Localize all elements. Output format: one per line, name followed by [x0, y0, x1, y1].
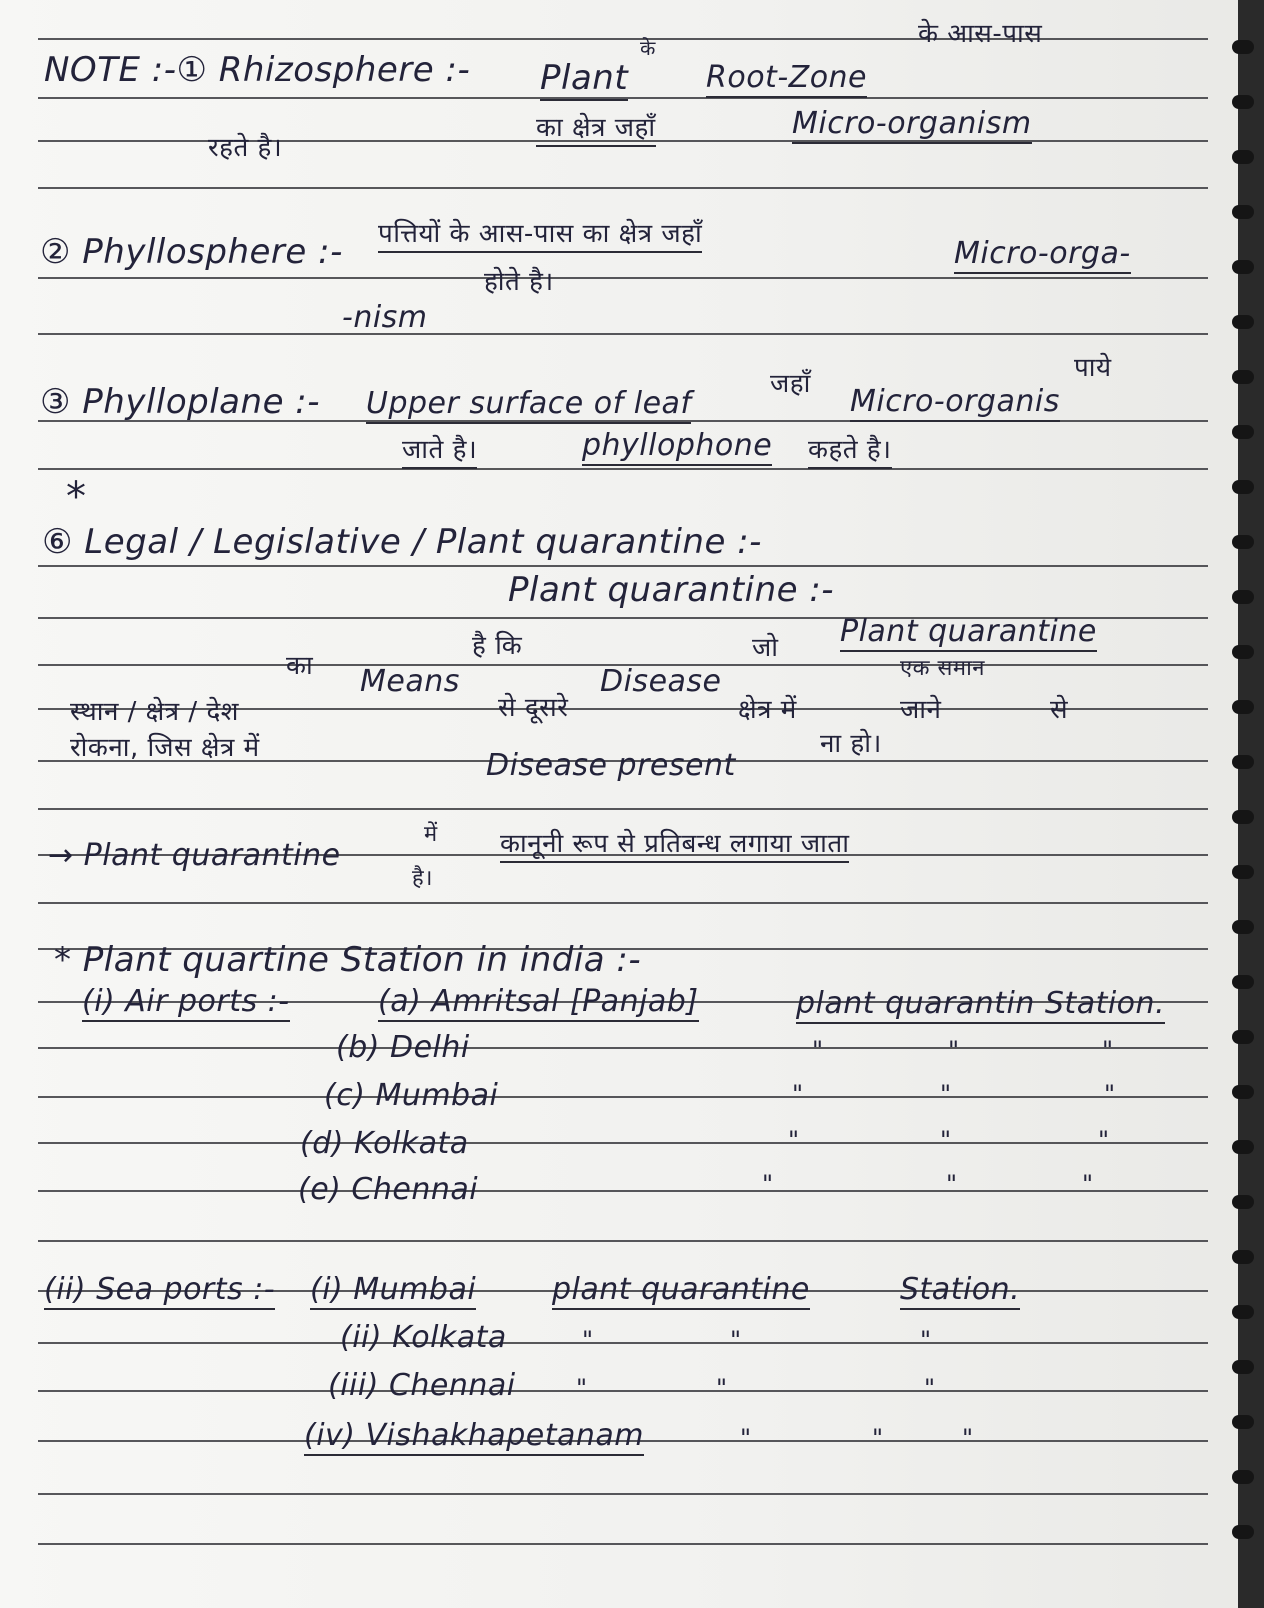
binding-hole — [1232, 920, 1254, 934]
sea-port-mumbai: (i) Mumbai — [310, 1272, 476, 1310]
binding-hole — [1232, 425, 1254, 439]
ditto-mark: " — [1082, 1170, 1094, 1198]
sea-port-chennai: (iii) Chennai — [328, 1368, 516, 1403]
ditto-mark: " — [924, 1374, 936, 1402]
rhizosphere-root-zone: Root-Zone — [706, 60, 867, 98]
phyllosphere-nism: -nism — [342, 300, 428, 335]
binding-hole — [1232, 95, 1254, 109]
ruled-line — [38, 1493, 1208, 1495]
binding-hole — [1232, 1470, 1254, 1484]
ruled-line — [38, 565, 1208, 567]
ditto-mark: " — [948, 1036, 960, 1064]
binding-hole — [1232, 590, 1254, 604]
ditto-mark: " — [788, 1126, 800, 1154]
ruled-line — [38, 808, 1208, 810]
rhizosphere-corner-note: के आस-पास — [918, 19, 1043, 49]
pq-legal-mein: में — [424, 822, 438, 847]
pq-ka: का — [286, 651, 314, 681]
ditto-mark: " — [582, 1326, 594, 1354]
binding-hole — [1232, 40, 1254, 54]
pq-means: Means — [360, 664, 460, 699]
ditto-mark: " — [872, 1424, 884, 1452]
phylloplane-kahte-hai: कहते है। — [808, 430, 892, 469]
phylloplane-upper-surface: Upper surface of leaf — [366, 386, 691, 424]
pq-legal-hai: है। — [412, 866, 434, 891]
sea-ports-label: (ii) Sea ports :- — [44, 1272, 275, 1310]
pq-sthan-kshetra-desh: स्थान / क्षेत्र / देश — [70, 697, 239, 727]
air-port-chennai: (e) Chennai — [298, 1172, 479, 1207]
binding-hole — [1232, 1250, 1254, 1264]
rhizosphere-micro-organism: Micro-organism — [792, 106, 1032, 144]
binding-hole — [1232, 1415, 1254, 1429]
ditto-mark: " — [762, 1170, 774, 1198]
pq-hai-ki: है कि — [472, 631, 523, 661]
ditto-mark: " — [792, 1080, 804, 1108]
section-star-marker: * — [66, 474, 87, 520]
sea-station: Station. — [900, 1272, 1020, 1310]
pq-se-dusre: से दूसरे — [498, 693, 569, 723]
binding-hole — [1232, 1140, 1254, 1154]
binding-hole — [1232, 645, 1254, 659]
pq-na-ho: ना हो। — [820, 729, 882, 759]
phylloplane-jate-hai: जाते है। — [402, 430, 477, 469]
sea-plant-quarantine: plant quarantine — [552, 1272, 810, 1310]
binding-hole — [1232, 1305, 1254, 1319]
sea-port-vishakhapatnam: (iv) Vishakhapetanam — [304, 1418, 644, 1456]
binding-hole — [1232, 700, 1254, 714]
ruled-line — [38, 902, 1208, 904]
ditto-mark: " — [940, 1080, 952, 1108]
legal-quarantine-heading: ⑥ Legal / Legislative / Plant quarantine :- — [42, 522, 762, 562]
phyllosphere-micro: Micro-orga- — [954, 236, 1131, 274]
air-port-kolkata: (d) Kolkata — [300, 1126, 469, 1161]
rhizosphere-rahte-hai: रहते है। — [208, 133, 283, 163]
rhizosphere-plant: Plant — [540, 58, 628, 101]
ditto-mark: " — [920, 1326, 932, 1354]
ditto-mark: " — [1102, 1036, 1114, 1064]
ditto-mark: " — [812, 1036, 824, 1064]
air-ports-label: (i) Air ports :- — [82, 984, 290, 1022]
ditto-mark: " — [946, 1170, 958, 1198]
sea-port-kolkata: (ii) Kolkata — [340, 1320, 507, 1355]
ruled-line — [38, 1342, 1208, 1344]
binding-hole — [1232, 1360, 1254, 1374]
ditto-mark: " — [940, 1126, 952, 1154]
binding-hole — [1232, 260, 1254, 274]
pq-ek-saman: एक समान — [900, 656, 985, 681]
pq-disease-present: Disease present — [486, 748, 736, 783]
pq-rokna: रोकना, जिस क्षेत्र में — [70, 733, 260, 763]
phylloplane-jahan: जहाँ — [770, 369, 811, 399]
binding-hole — [1232, 1085, 1254, 1099]
pq-legal-arrow-line: → Plant quarantine — [48, 838, 341, 873]
phylloplane-phyllophone: phyllophone — [582, 428, 772, 466]
phylloplane-micro: Micro-organis — [850, 384, 1060, 422]
air-port-amritsar: (a) Amritsal [Panjab] — [378, 984, 699, 1022]
binding-hole — [1232, 1030, 1254, 1044]
ruled-line — [38, 1390, 1208, 1392]
ditto-mark: " — [576, 1374, 588, 1402]
phylloplane-paye: पाये — [1074, 353, 1112, 383]
pq-se: से — [1050, 695, 1069, 725]
ruled-line — [38, 187, 1208, 189]
binding-hole — [1232, 755, 1254, 769]
phylloplane-heading: ③ Phylloplane :- — [40, 382, 321, 422]
ruled-line — [38, 468, 1208, 470]
binding-hole — [1232, 1525, 1254, 1539]
binding-hole — [1232, 205, 1254, 219]
binding-hole — [1232, 535, 1254, 549]
ditto-mark: " — [716, 1374, 728, 1402]
air-plant-quarantine-station: plant quarantin Station. — [796, 986, 1165, 1024]
pq-jo: जो — [752, 633, 779, 663]
binding-hole — [1232, 370, 1254, 384]
ruled-line — [38, 1096, 1208, 1098]
rhizosphere-heading: NOTE :-① Rhizosphere :- — [44, 50, 471, 90]
ditto-mark: " — [1104, 1080, 1116, 1108]
stations-heading: * Plant quartine Station in india :- — [54, 940, 642, 980]
binding-hole — [1232, 810, 1254, 824]
air-port-mumbai: (c) Mumbai — [324, 1078, 499, 1113]
phyllosphere-hindi-desc: पत्तियों के आस-पास का क्षेत्र जहाँ — [378, 214, 702, 253]
pq-plant-quarantine: Plant quarantine — [840, 614, 1097, 652]
binding-hole — [1232, 975, 1254, 989]
ditto-mark: " — [1098, 1126, 1110, 1154]
binding-hole — [1232, 1195, 1254, 1209]
binding-hole — [1232, 315, 1254, 329]
pq-kshetra-mein: क्षेत्र में — [738, 695, 797, 725]
ruled-line — [38, 1142, 1208, 1144]
ditto-mark: " — [740, 1424, 752, 1452]
ruled-line — [38, 1047, 1208, 1049]
ditto-mark: " — [730, 1326, 742, 1354]
plant-quarantine-subheading: Plant quarantine :- — [508, 570, 835, 610]
binding-hole — [1232, 865, 1254, 879]
ruled-line — [38, 277, 1208, 279]
ruled-line — [38, 1190, 1208, 1192]
phyllosphere-hote-hai: होते है। — [484, 267, 554, 297]
pq-disease: Disease — [600, 664, 722, 699]
binding-hole — [1232, 150, 1254, 164]
rhizosphere-ka-kshetra: का क्षेत्र जहाँ — [536, 108, 656, 147]
spiral-binding — [1194, 0, 1264, 1608]
rhizosphere-ke: के — [640, 36, 656, 60]
ditto-mark: " — [962, 1424, 974, 1452]
pq-jane: जाने — [900, 695, 942, 725]
phyllosphere-heading: ② Phyllosphere :- — [40, 232, 343, 272]
pq-legal-hindi: कानूनी रूप से प्रतिबन्ध लगाया जाता — [500, 824, 849, 863]
ruled-line — [38, 1240, 1208, 1242]
air-port-delhi: (b) Delhi — [336, 1030, 470, 1065]
binding-hole — [1232, 480, 1254, 494]
ruled-line — [38, 333, 1208, 335]
ruled-line — [38, 1543, 1208, 1545]
